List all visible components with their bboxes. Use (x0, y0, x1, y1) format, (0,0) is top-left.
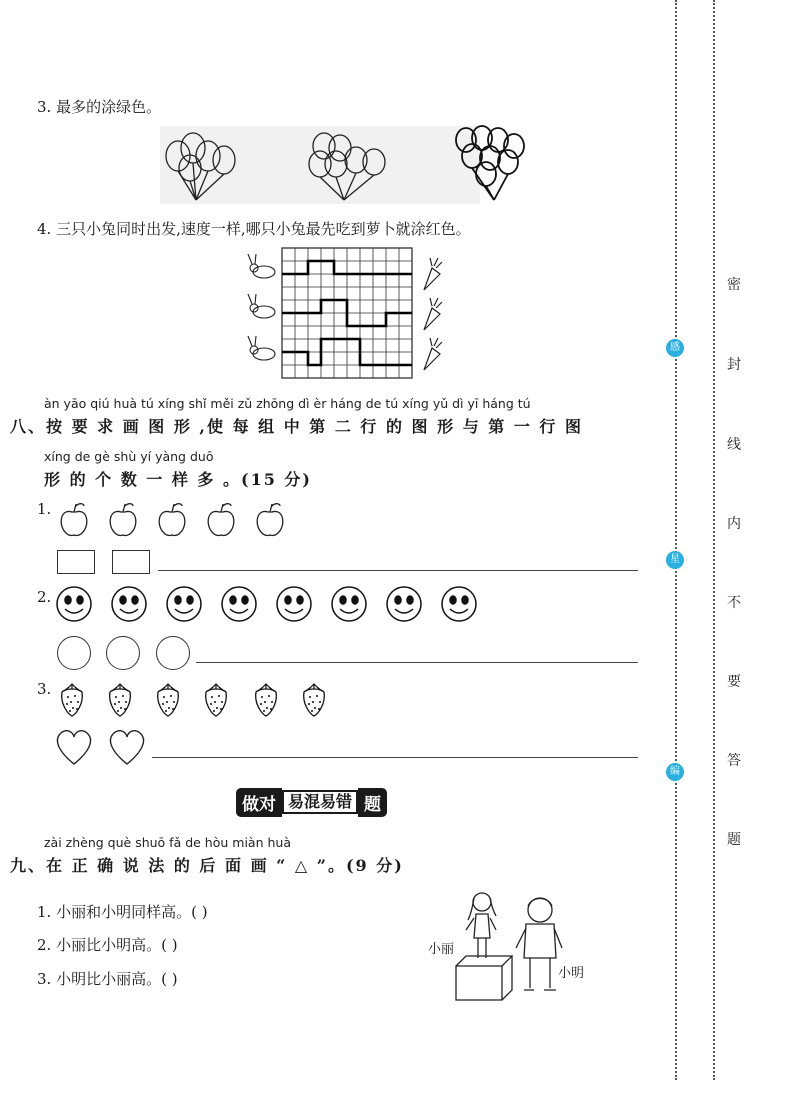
balloon-groups-icon (160, 126, 480, 204)
seal-char-5: 不 (727, 595, 741, 611)
apple-icon (61, 504, 87, 536)
strawberry-row (56, 680, 336, 720)
smiley-icon (112, 587, 146, 621)
smiley-icon (57, 587, 91, 621)
q8-pinyin-line1: àn yāo qiú huà tú xíng shǐ měi zǔ zhōng dì èr háng de tú xíng yǔ dì yī háng tú (44, 396, 531, 411)
q8-heading-line2: 形 的 个 数 一 样 多 。(15 分) (44, 470, 312, 489)
seal-char-8: 题 (727, 832, 741, 848)
q9-item-2: 2. 小丽比小明高。( ) (37, 936, 178, 954)
strawberry-icon (158, 684, 179, 716)
apple-icon (257, 504, 283, 536)
seal-char-3: 线 (727, 437, 741, 453)
carrot-icon (424, 338, 442, 370)
seal-char-4: 内 (727, 516, 741, 532)
seal-dotted-line-left (675, 0, 677, 1080)
smiley-icon (222, 587, 256, 621)
carrot-icon (424, 258, 442, 290)
q8-label-2: 2. (37, 588, 52, 606)
seal-dotted-line-right (713, 0, 715, 1080)
q7-item3-text: 3. 最多的涂绿色。 (37, 98, 162, 116)
badge-right-text: 题 (358, 788, 387, 817)
smiley-icon (442, 587, 476, 621)
seal-dot-2: 星 (666, 551, 684, 569)
seal-char-1: 密 (727, 277, 741, 293)
boy-name-label: 小明 (558, 966, 585, 981)
badge-mid-text: 易混易错 (282, 790, 358, 814)
seal-dot-1: 感 (666, 339, 684, 357)
apple-row (56, 500, 286, 540)
badge-left-text: 做对 (236, 788, 282, 817)
answer-circle (156, 636, 190, 670)
q9-item-3: 3. 小明比小丽高。( ) (37, 970, 178, 988)
q9-heading: 九、在 正 确 说 法 的 后 面 画 “ △ ”。(9 分) (10, 856, 404, 875)
seal-dot-3: 编 (666, 763, 684, 781)
q7-item4-text: 4. 三只小兔同时出发,速度一样,哪只小兔最先吃到萝卜就涂红色。 (37, 220, 471, 238)
answer-box (112, 550, 150, 574)
seal-char-6: 要 (727, 674, 741, 690)
seal-char-7: 答 (727, 753, 741, 769)
heart-icon (110, 731, 143, 764)
box-icon (456, 956, 512, 1000)
error-prone-badge (236, 789, 387, 815)
carrot-icon (424, 298, 442, 330)
q8-label-1: 1. (37, 500, 52, 518)
strawberry-icon (110, 684, 131, 716)
rabbit-icon (248, 254, 275, 278)
smiley-icon (387, 587, 421, 621)
q9-pinyin: zài zhèng què shuō fǎ de hòu miàn huà (44, 835, 291, 850)
balloons-figure (160, 126, 480, 204)
q8-heading-line1: 八、按 要 求 画 图 形 ,使 每 组 中 第 二 行 的 图 形 与 第 一 行 图 (10, 417, 583, 436)
heart-icon (57, 731, 90, 764)
rabbit-icon (248, 294, 275, 318)
apple-icon (208, 504, 234, 536)
q9-item-1: 1. 小丽和小明同样高。( ) (37, 903, 208, 921)
strawberry-icon (304, 684, 325, 716)
strawberry-icon (62, 684, 83, 716)
answer-circle (57, 636, 91, 670)
q8-pinyin-line2: xíng de gè shù yí yàng duō (44, 449, 214, 464)
strawberry-icon (206, 684, 227, 716)
rabbit-race-figure (246, 246, 456, 380)
seal-char-2: 封 (727, 357, 741, 373)
smiley-icon (332, 587, 366, 621)
heart-row (55, 728, 155, 770)
smiley-row (56, 584, 476, 626)
path-2 (282, 300, 412, 326)
smiley-icon (277, 587, 311, 621)
girl-name-label: 小丽 (428, 942, 455, 957)
answer-line-2[interactable] (196, 662, 638, 663)
answer-line-1[interactable] (158, 570, 638, 571)
rabbit-icon (248, 336, 275, 360)
boy-icon (516, 898, 562, 990)
strawberry-icon (256, 684, 277, 716)
apple-icon (110, 504, 136, 536)
q8-label-3: 3. (37, 680, 52, 698)
height-comparison-figure (428, 880, 598, 1004)
answer-circle (106, 636, 140, 670)
answer-line-3[interactable] (152, 757, 638, 758)
answer-box (57, 550, 95, 574)
smiley-icon (167, 587, 201, 621)
girl-icon (466, 893, 496, 958)
apple-icon (159, 504, 185, 536)
